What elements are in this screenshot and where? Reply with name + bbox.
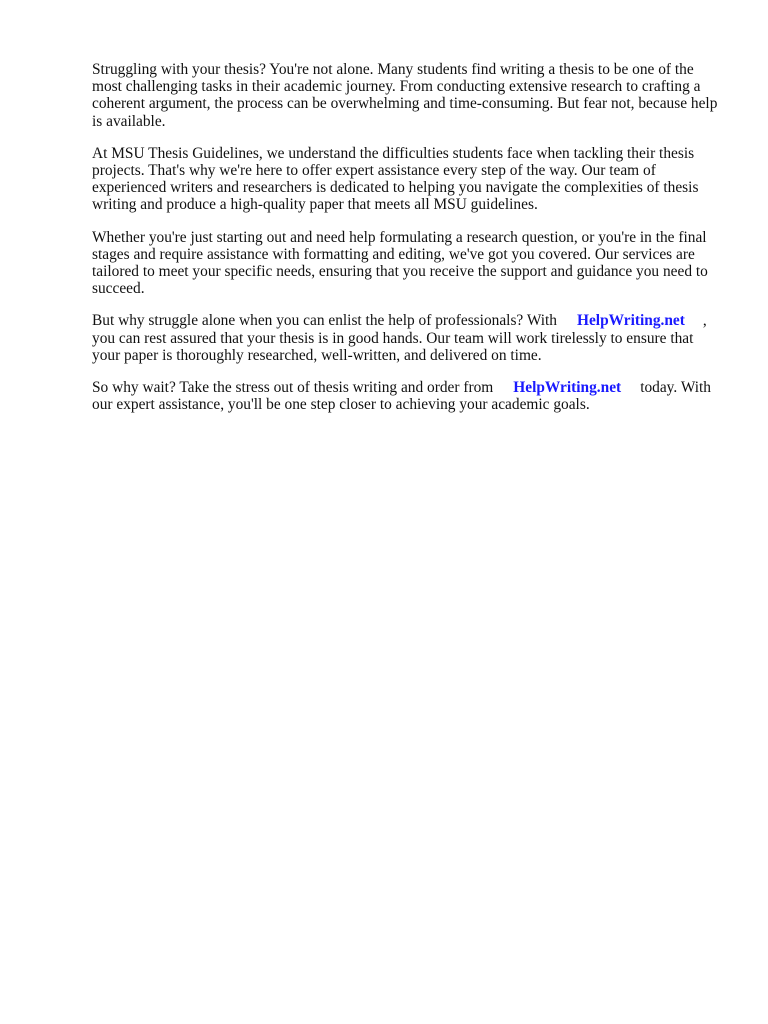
paragraph-order-lead: So why wait? Take the stress out of thesis writing and order from	[92, 379, 494, 397]
paragraph-services: Whether you're just starting out and need help formulating a research question, or you're in the final stages and require assistance with formatting and editing, we've got you covered. Our services are tailored to meet your specific needs, ensuring that you receive the support and guidance you need to succeed.	[92, 228, 708, 298]
paragraph-intro: Struggling with your thesis? You're not alone. Many students find writing a thesis to be one of the most challenging tasks in their academic journey. From conducting extensive research to crafting a coherent argument, the process can be overwhelming and time-consuming. But fear not, because help is available.	[92, 61, 718, 130]
paragraph-order	[92, 379, 718, 413]
paragraph-professionals-rest: you can rest assured that your thesis is in good hands. Our team will work tirelessly to ensure that your paper is thoroughly researched, well-written, and delivered on time.	[92, 329, 694, 364]
document-body	[92, 61, 718, 428]
comma-text: ,	[702, 312, 707, 330]
paragraph-professionals-lead: But why struggle alone when you can enlist the help of professionals? With	[92, 312, 557, 330]
paragraph-professionals	[92, 312, 718, 364]
helpwriting-link-2[interactable]: HelpWriting.net	[513, 379, 622, 397]
helpwriting-link[interactable]: HelpWriting.net	[577, 312, 685, 330]
paragraph-order-rest: With our expert assistance, you'll be one step closer to achieving your academic goals.	[92, 379, 711, 414]
today-text: today.	[640, 379, 678, 397]
paragraph-about: At MSU Thesis Guidelines, we understand the difficulties students face when tackling their thesis projects. That's why we're here to offer expert assistance every step of the way. Our team of experienced writers and researchers is dedicated to helping you navigate the complexities of thesis writing and produce a high-quality paper that meets all MSU guidelines.	[92, 144, 699, 214]
